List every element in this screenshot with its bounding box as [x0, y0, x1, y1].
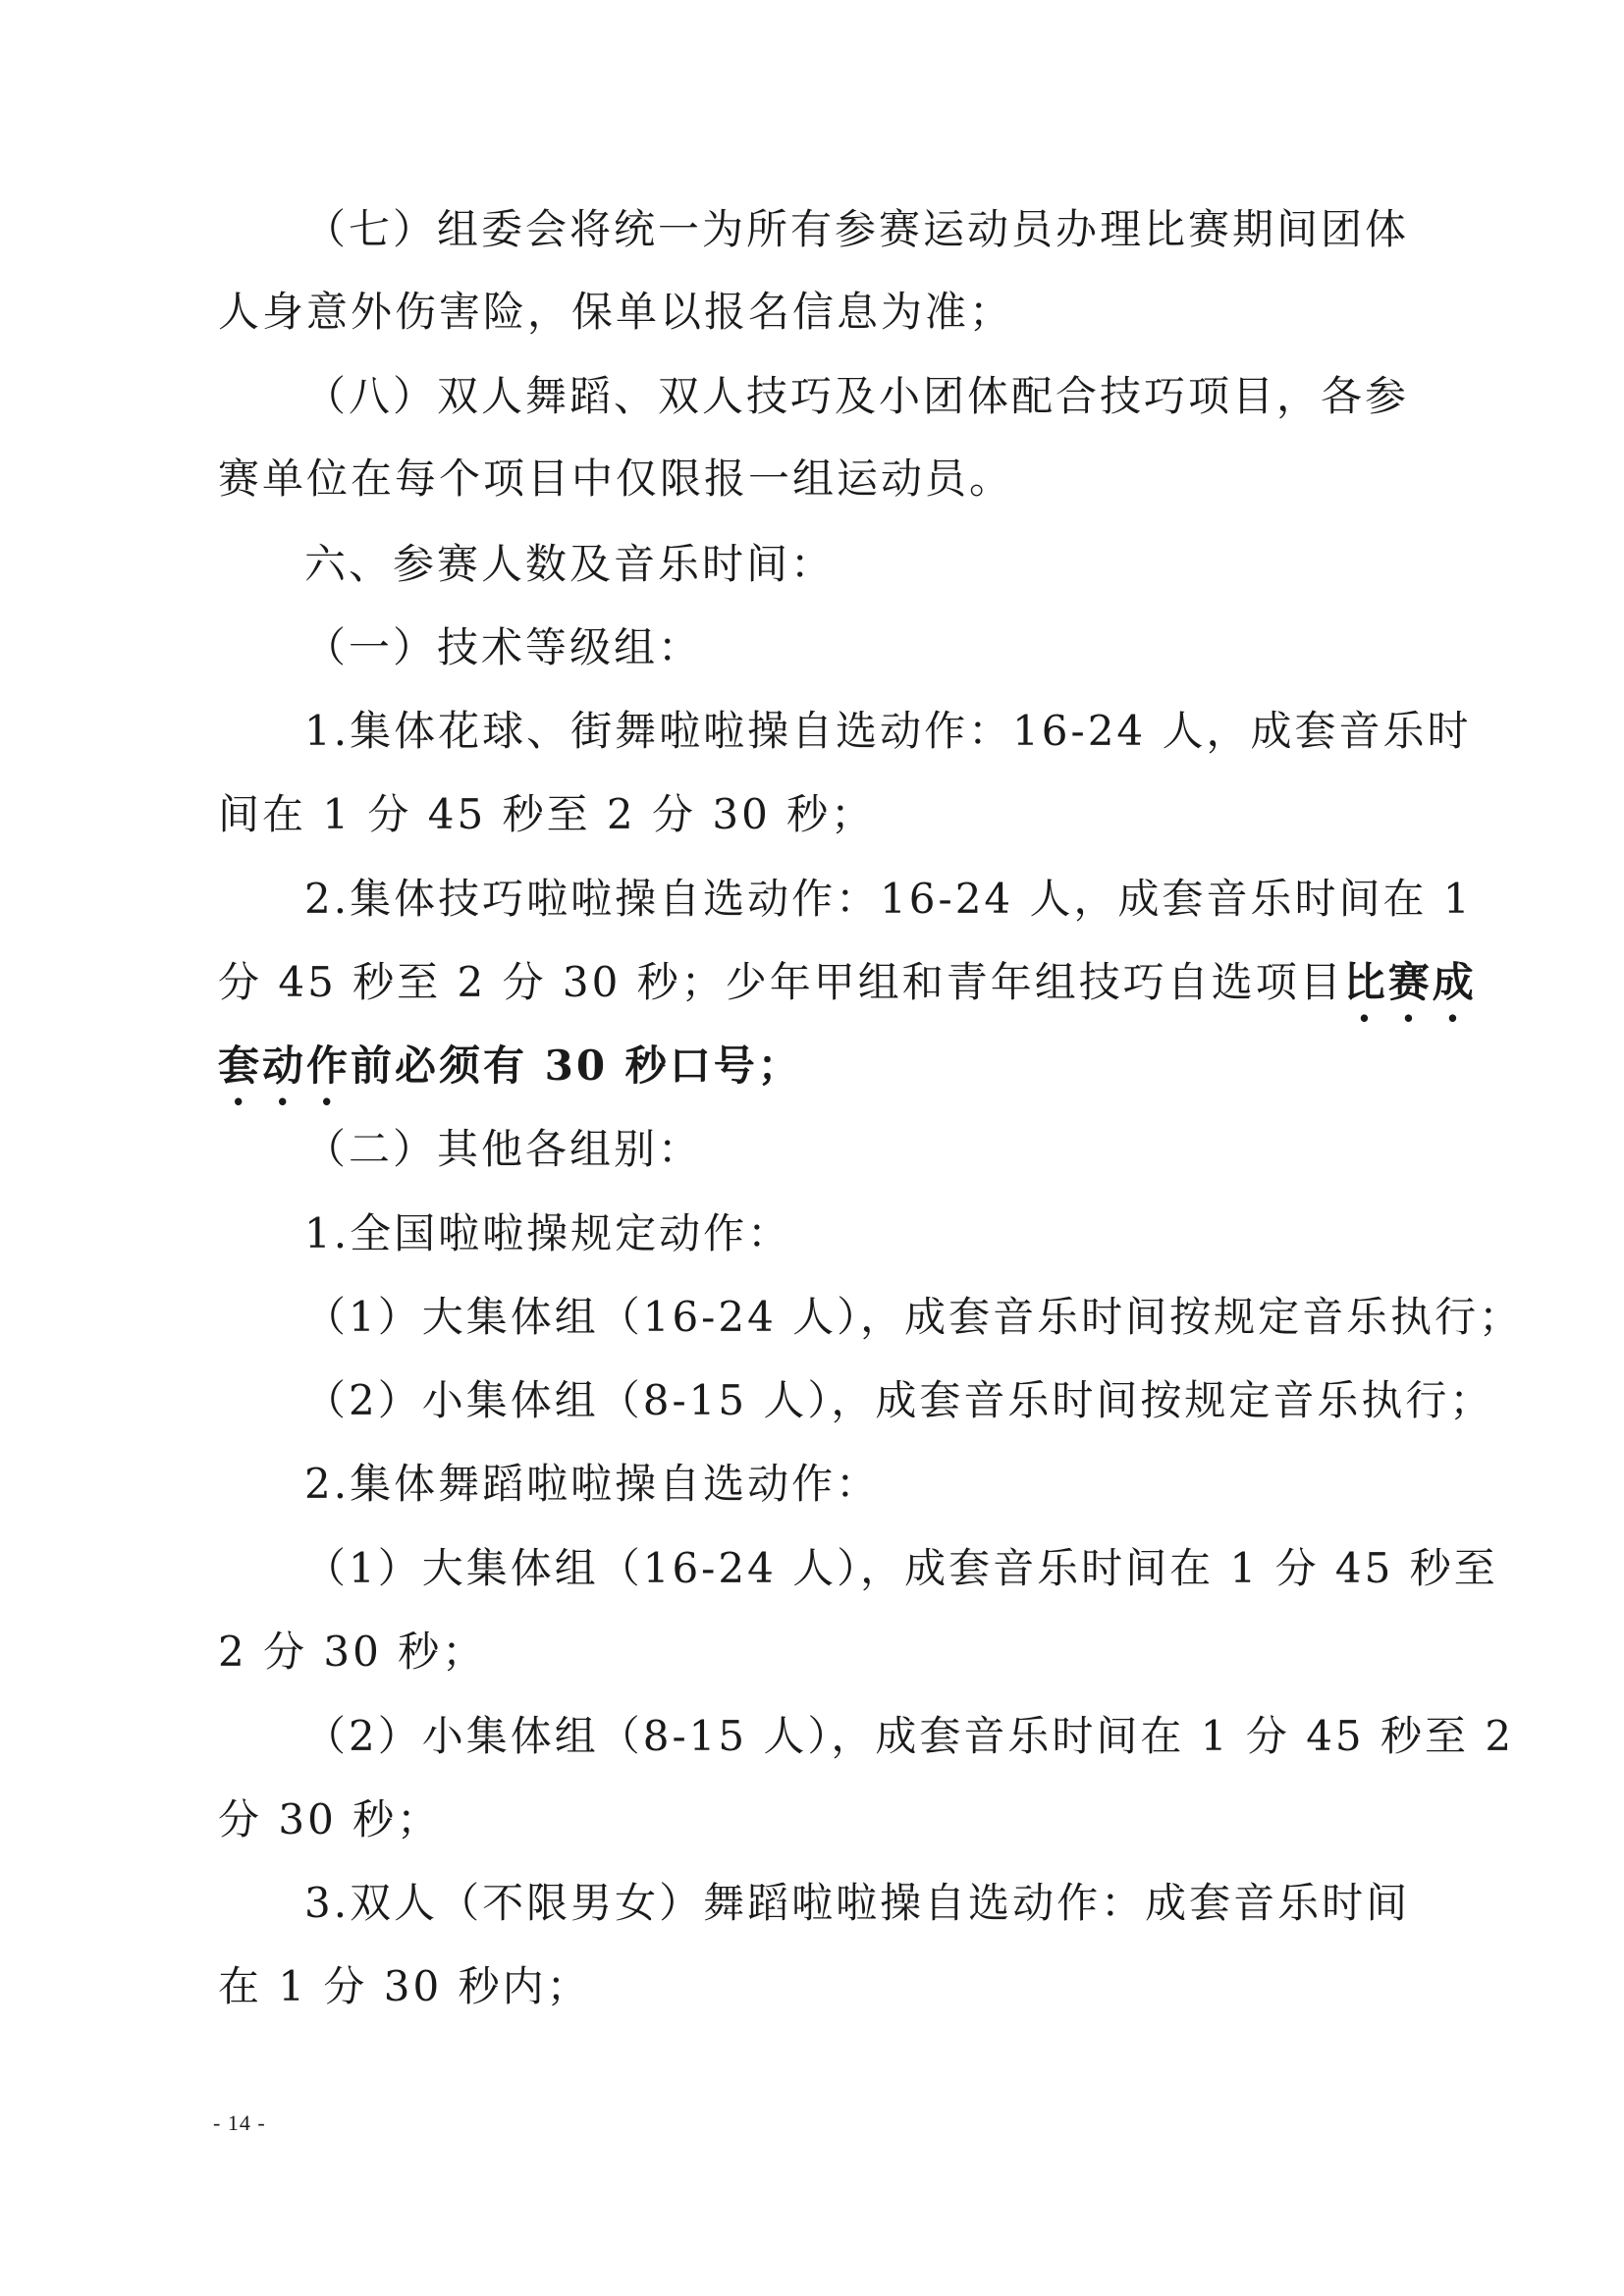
bold-text-part-3: 前必须有 30 秒口号； — [351, 1041, 802, 1090]
item-2-line-2 — [218, 953, 1477, 1012]
section-6-heading: 六、参赛人数及音乐时间： — [304, 540, 836, 588]
sub-item-3-line-2: 在 1 分 30 秒内； — [218, 1962, 591, 2010]
sub-item-1-1: （1）大集体组（16-24 人），成套音乐时间按规定音乐执行； — [304, 1293, 1524, 1341]
sub-item-2-2-line-1: （2）小集体组（8-15 人），成套音乐时间在 1 分 45 秒至 2 — [304, 1712, 1515, 1760]
sub-item-2-1-line-1: （1）大集体组（16-24 人），成套音乐时间在 1 分 45 秒至 — [304, 1544, 1498, 1592]
subsection-1-heading: （一）技术等级组： — [304, 623, 703, 671]
paragraph-8-line-1: （八）双人舞蹈、双人技巧及小团体配合技巧项目，各参 — [304, 372, 1410, 420]
page-number: - 14 - — [213, 2110, 266, 2135]
sub-item-1-2: （2）小集体组（8-15 人），成套音乐时间按规定音乐执行； — [304, 1376, 1494, 1424]
paragraph-7-line-2: 人身意外伤害险，保单以报名信息为准； — [218, 288, 1014, 336]
item-2-line-2-text: 分 45 秒至 2 分 30 秒；少年甲组和青年组技巧自选项目 — [218, 958, 1344, 1006]
sub-item-2-heading: 2.集体舞蹈啦啦操自选动作： — [304, 1460, 881, 1508]
sub-item-2-1-line-2: 2 分 30 秒； — [218, 1628, 487, 1676]
emphasized-text-part-2: 套动作 — [218, 1041, 352, 1090]
subsection-2-heading: （二）其他各组别： — [304, 1125, 703, 1173]
emphasized-text-part-1: 比赛成 — [1343, 958, 1477, 1006]
paragraph-8-line-2: 赛单位在每个项目中仅限报一组运动员。 — [218, 454, 1014, 503]
item-1-line-1: 1.集体花球、街舞啦啦操自选动作：16-24 人，成套音乐时 — [304, 707, 1472, 755]
item-1-line-2: 间在 1 分 45 秒至 2 分 30 秒； — [218, 790, 876, 838]
paragraph-7-line-1: （七）组委会将统一为所有参赛运动员办理比赛期间团体 — [304, 205, 1410, 253]
sub-item-2-2-line-2: 分 30 秒； — [218, 1795, 442, 1843]
item-2-line-3 — [218, 1037, 1416, 1095]
sub-item-1-heading: 1.全国啦啦操规定动作： — [304, 1209, 792, 1257]
item-2-line-1: 2.集体技巧啦啦操自选动作：16-24 人，成套音乐时间在 1 — [304, 875, 1473, 923]
sub-item-3-line-1: 3.双人（不限男女）舞蹈啦啦操自选动作：成套音乐时间 — [304, 1879, 1411, 1927]
